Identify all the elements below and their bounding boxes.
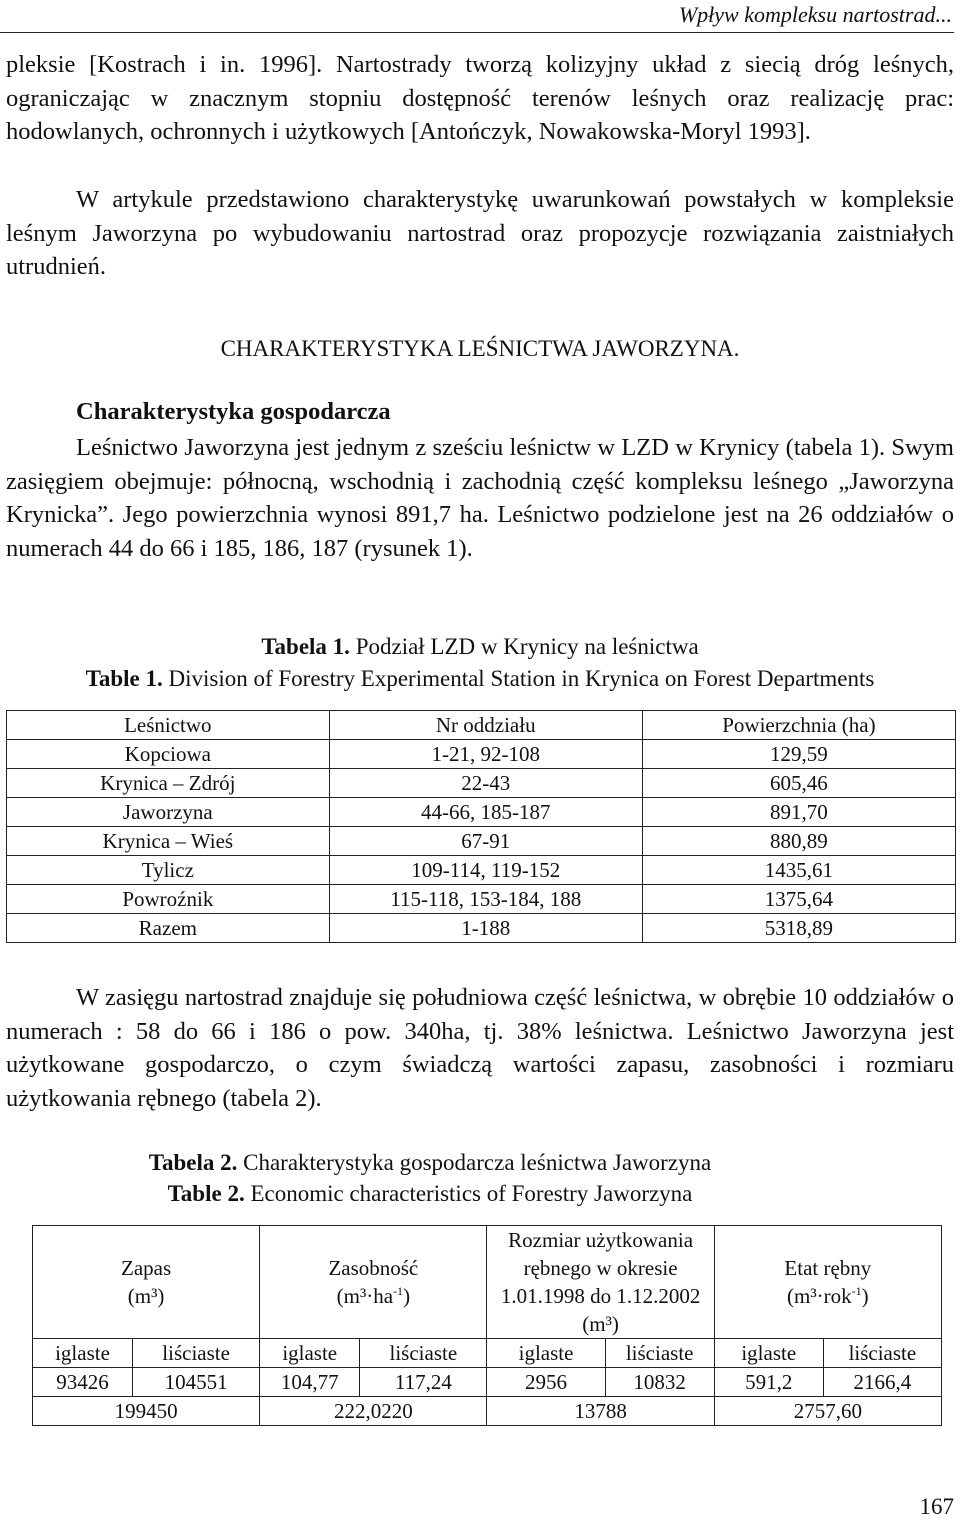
header-unit: (m³·rok: [787, 1284, 852, 1308]
header-line: Rozmiar użytkowania: [508, 1228, 694, 1252]
table-cell: 199450: [33, 1397, 260, 1426]
table-cell: Krynica – Zdrój: [7, 769, 330, 798]
table-cell: 115-118, 153-184, 188: [329, 885, 642, 914]
table-cell: Razem: [7, 914, 330, 943]
table-cell: 104551: [132, 1368, 259, 1397]
table-cell: 605,46: [642, 769, 955, 798]
table-header-row: [33, 1226, 942, 1339]
table1-caption-en-label: Table 1.: [85, 666, 163, 691]
table-cell: liściaste: [132, 1339, 259, 1368]
running-head: Wpływ kompleksu nartostrad...: [678, 2, 952, 27]
paragraph-4: W zasięgu nartostrad znajduje się południowa część leśnictwa, w obrębie 10 oddziałów o numerach : 58 do 66 i 186 o pow. 340ha, tj. 38% leśnictwa. Leśnictwo Jaworzyna jest użytkowane gospodarczo, o czym świadczą wartości zapasu, zasobności i rozmiaru użytkowania rębnego (tabela 2).: [6, 984, 954, 1112]
table1-caption-pl-text: Podział LZD w Krynicy na leśnictwa: [349, 634, 699, 659]
table-cell: Powroźnik: [7, 885, 330, 914]
table1-caption-pl: [0, 634, 960, 660]
table-cell: 44-66, 185-187: [329, 798, 642, 827]
table-cell: 591,2: [714, 1368, 823, 1397]
table-cell: 117,24: [360, 1368, 487, 1397]
table-cell: 93426: [33, 1368, 133, 1397]
table2-caption-pl-label: Tabela 2.: [148, 1150, 238, 1175]
table-cell: 1375,64: [642, 885, 955, 914]
table-cell: 109-114, 119-152: [329, 856, 642, 885]
header-unit: (m³·ha: [336, 1284, 394, 1308]
paragraph-1: pleksie [Kostrach i in. 1996]. Nartostrady tworzą kolizyjny układ z siecią dróg leśnych, ograniczając w znacznym stopniu dostępność terenów leśnych oraz realizację prac: hodowlanych, ochronnych i użytkowych [Antończyk, Nowakowska-Moryl 1993].: [6, 51, 954, 145]
table-cell: 880,89: [642, 827, 955, 856]
header-zapas: [33, 1226, 260, 1339]
table-row: [7, 914, 956, 943]
table-cell: Tylicz: [7, 856, 330, 885]
table-cell: 1-188: [329, 914, 642, 943]
table2-caption-pl-text: Charakterystyka gospodarcza leśnictwa Jaworzyna: [237, 1150, 712, 1175]
table-1: [6, 710, 956, 943]
header-line: 1.01.1998 do 1.12.2002: [500, 1284, 701, 1308]
subheading: Charakterystyka gospodarcza: [76, 398, 391, 425]
table-cell: 67-91: [329, 827, 642, 856]
header-label: Etat rębny: [784, 1256, 872, 1280]
header-unit: (m³): [127, 1284, 165, 1308]
table-header-row: [7, 711, 956, 740]
table-cell: liściaste: [360, 1339, 487, 1368]
paragraph-2: W artykule przedstawiono charakterystykę uwarunkowań powstałych w kompleksie leśnym Jaworzyna po wybudowaniu nartostrad oraz propozycje rozwiązania zaistniałych utrudnień.: [6, 186, 954, 280]
table-cell: 222,0220: [260, 1397, 487, 1426]
header-rule: [0, 32, 954, 33]
table-cell: liściaste: [605, 1339, 714, 1368]
table-cell: Kopciowa: [7, 740, 330, 769]
header-etat: [714, 1226, 941, 1339]
table-cell: 22-43: [329, 769, 642, 798]
table2-caption-en-label: Table 2.: [167, 1181, 245, 1206]
table-row: [7, 856, 956, 885]
header-zasobnosc: [260, 1226, 487, 1339]
table-cell: iglaste: [33, 1339, 133, 1368]
table2-caption-en: [0, 1181, 910, 1207]
table-cell: 10832: [605, 1368, 714, 1397]
table-row: [7, 769, 956, 798]
table-cell: 129,59: [642, 740, 955, 769]
table-cell: 104,77: [260, 1368, 360, 1397]
table-header-cell: Nr oddziału: [329, 711, 642, 740]
table-header-cell: Powierzchnia (ha): [642, 711, 955, 740]
table-cell: 2166,4: [823, 1368, 941, 1397]
table-subheader-row: [33, 1339, 942, 1368]
header-unit-exponent: -1: [393, 1284, 404, 1298]
table-cell: 5318,89: [642, 914, 955, 943]
table-cell: Krynica – Wieś: [7, 827, 330, 856]
table-row: [7, 798, 956, 827]
table-header-cell: Leśnictwo: [7, 711, 330, 740]
header-rozmiar: [487, 1226, 714, 1339]
table-cell: 1-21, 92-108: [329, 740, 642, 769]
table2-caption-pl: [0, 1150, 910, 1176]
table1-caption-en: [0, 666, 960, 692]
table-total-row: [33, 1397, 942, 1426]
table2-caption-en-text: Economic characteristics of Forestry Jaworzyna: [244, 1181, 693, 1206]
header-unit-close: ): [403, 1284, 411, 1308]
section-heading: CHARAKTERYSTYKA LEŚNICTWA JAWORZYNA.: [220, 336, 740, 361]
table-cell: iglaste: [487, 1339, 605, 1368]
paragraph-3: Leśnictwo Jaworzyna jest jednym z sześciu leśnictw w LZD w Krynicy (tabela 1). Swym zasięgiem obejmuje: północną, wschodnią i zachodnią część kompleksu leśnego „Jaworzyna Krynicka”. Jego powierzchnia wynosi 891,7 ha. Leśnictwo podzielone jest na 26 oddziałów o numerach 44 do 66 i 185, 186, 187 (rysunek 1).: [6, 434, 954, 562]
table-cell: iglaste: [714, 1339, 823, 1368]
table-2: [32, 1225, 942, 1426]
table1-caption-en-text: Division of Forestry Experimental Station in Krynica on Forest Departments: [162, 666, 875, 691]
table-cell: 2956: [487, 1368, 605, 1397]
page-number: 167: [919, 1494, 954, 1519]
table-cell: iglaste: [260, 1339, 360, 1368]
table-cell: 1435,61: [642, 856, 955, 885]
table-cell: 13788: [487, 1397, 714, 1426]
header-line: (m³): [582, 1312, 619, 1336]
header-label: Zapas: [121, 1256, 172, 1280]
header-unit-close: ): [861, 1284, 869, 1308]
header-label: Zasobność: [328, 1256, 419, 1280]
table-cell: liściaste: [823, 1339, 941, 1368]
table-row: [7, 740, 956, 769]
table-row: [7, 827, 956, 856]
header-unit-exponent: -1: [851, 1284, 862, 1298]
table-row: [7, 885, 956, 914]
table-row: [33, 1368, 942, 1397]
table-cell: 2757,60: [714, 1397, 941, 1426]
table-cell: Jaworzyna: [7, 798, 330, 827]
table-cell: 891,70: [642, 798, 955, 827]
table1-caption-pl-label: Tabela 1.: [261, 634, 350, 659]
header-line: rębnego w okresie: [523, 1256, 678, 1280]
